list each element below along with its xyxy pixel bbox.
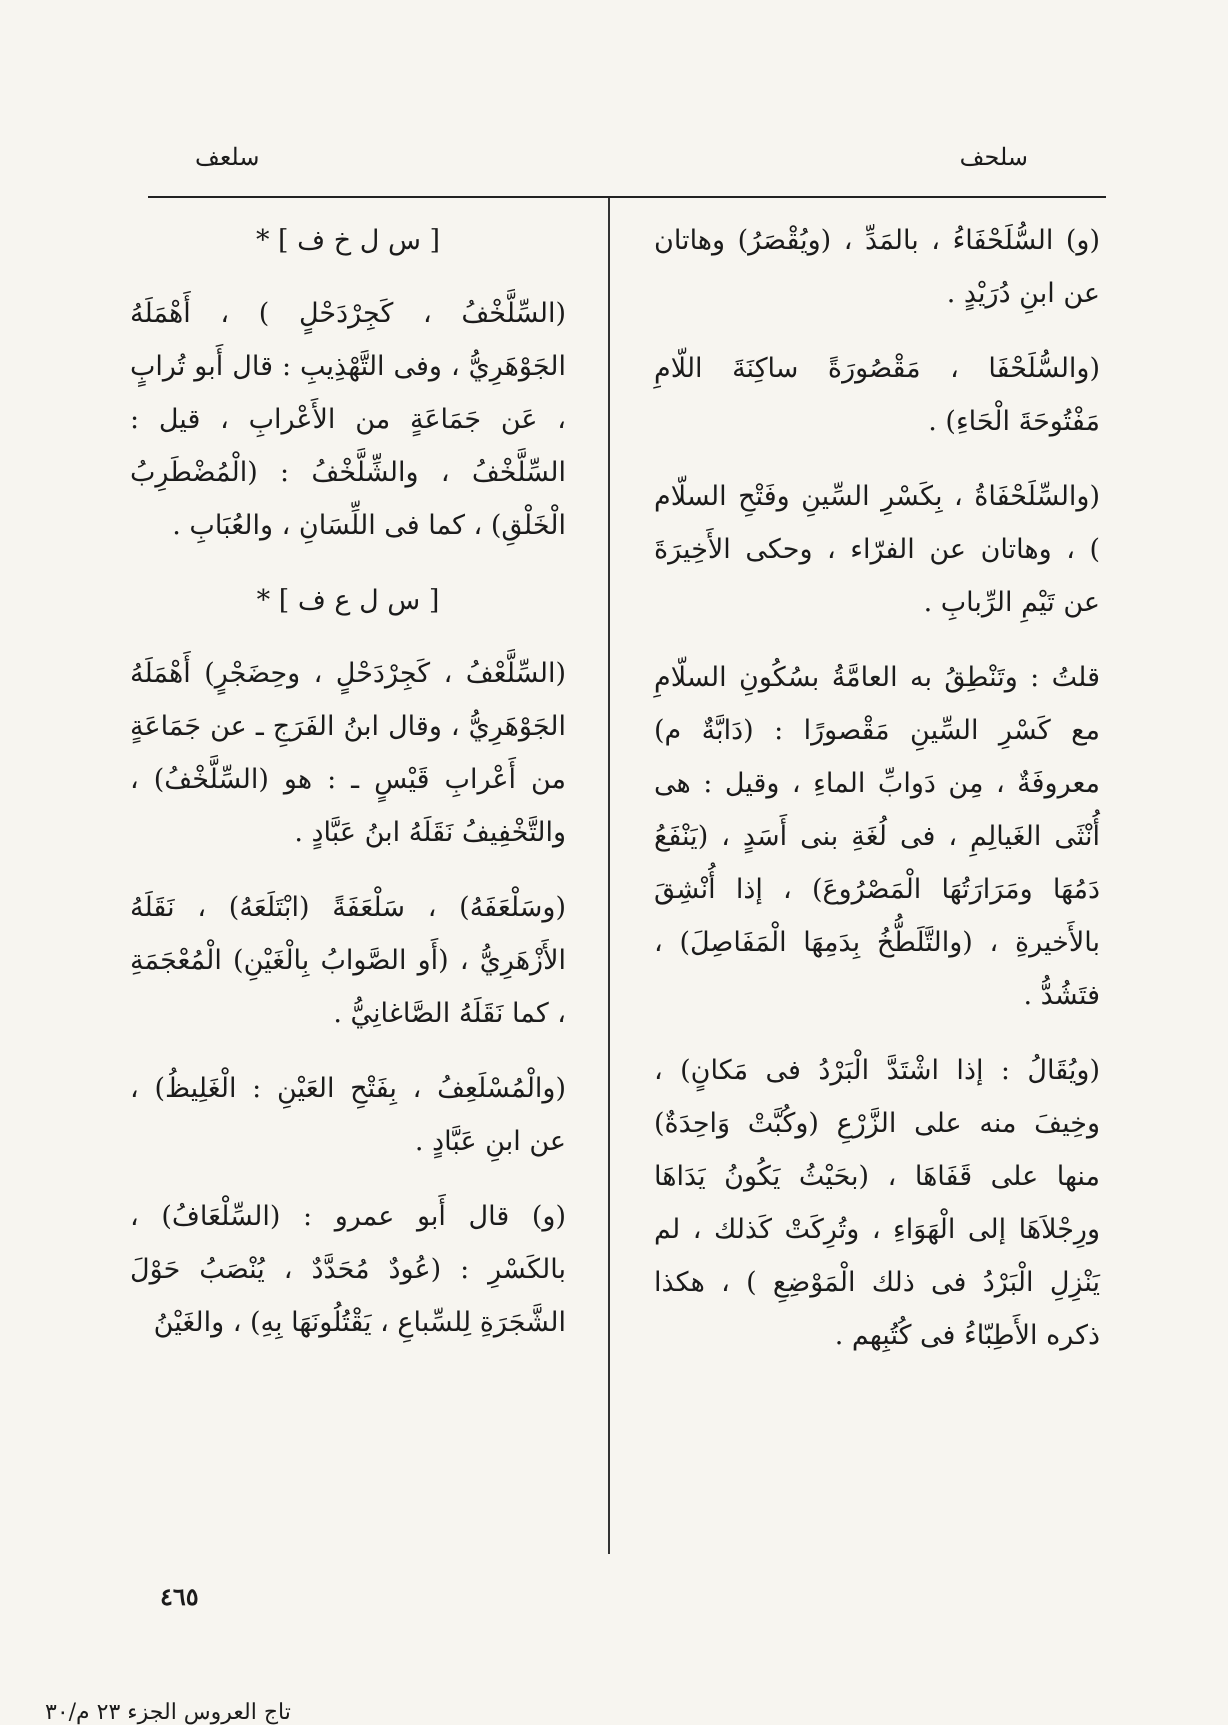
- header-rule: [148, 196, 1106, 198]
- column-divider: [608, 198, 610, 1554]
- entry-heading-slkhf: [ س ل خ ف ] *: [255, 225, 441, 256]
- right-paragraph-3: (والسِّلَحْفَاةُ ، بِكَسْرِ السِّينِ وفَتْحِ السلّام ) ، وهاتان عن الفرّاء ، وحكى الأَخِيرَةَ عن تَيْمِ الرِّبابِ .: [654, 481, 1100, 618]
- footer-signature: تاج العروس الجزء ٢٣ م/٣٠: [45, 1700, 291, 1725]
- running-head-left: سلعف: [195, 143, 260, 171]
- right-paragraph-4: قلتُ : وتَنْطِقُ به العامَّةُ بسُكُونِ السلّامِ مع كَسْرِ السِّينِ مَقْصورًا : (دَابَّةٌ م) معروفَةٌ ، مِن دَوابِّ الماءِ ، وقيل : هى أُنْثَى الغَيالِمِ ، فى لُغَةِ بنى أَسَدٍ ، (يَنْفَعُ دَمُهَا ومَرَارَتُهَا الْمَصْرُوعَ) ، إذا أُنْشِقَ بالأَخيرةِ ، (والتَّلَطُّخُ بِدَمِهَا الْمَفَاصِلَ) ، فتَشُدُّ .: [654, 662, 1100, 1011]
- entry-text-slaf-1: (السِّلَّعْفُ ، كَجِرْدَحْلٍ ، وحِضَجْرٍ) أَهْمَلَهُ الجَوْهَرِيُّ ، وقال ابنُ الفَرَجِ ـ عن جَمَاعَةٍ من أَعْرابِ قَيْسٍ ـ : هو (السِّلَّخْفُ) ، والتَّخْفِيفُ نَقَلَهُ ابنُ عَبَّادٍ .: [130, 658, 566, 848]
- right-paragraph-1: (و) السُّلَحْفَاءُ ، بالمَدِّ ، (ويُقْصَرُ) وهاتان عن ابنِ دُرَيْدٍ .: [654, 225, 1100, 309]
- entry-text-slaf-4: (و) قال أَبو عمرو : (السِّلْعَافُ) ، بالكَسْرِ : (عُودٌ مُحَدَّدٌ ، يُنْصَبُ حَوْلَ الشَّجَرَةِ لِلسِّباعِ ، يَقْتُلُونَهَا بِهِ) ، والغَيْنُ: [130, 1201, 566, 1338]
- right-paragraph-5: (ويُقَالُ : إذا اشْتَدَّ الْبَرْدُ فى مَكانٍ) ، وخِيفَ منه على الزَّرْعِ (وكُبَّتْ وَاحِدَةٌ) منها على قَفَاهَا ، (بحَيْثُ يَكُونُ يَدَاهَا ورِجْلاَهَا إلى الْهَوَاءِ ، وتُرِكَتْ كَذلك ، لم يَنْزِلِ الْبَرْدُ فى ذلك الْمَوْضِعِ ) ، هكذا ذكره الأَطِبّاءُ فى كُتُبِهم .: [654, 1055, 1100, 1351]
- entry-text-slaf-2: (وسَلْعَفَهُ) ، سَلْعَفَةً (ابْتَلَعَهُ) ، نَقَلَهُ الأَزْهَرِيُّ ، (أَو الصَّوابُ بِالْغَيْنِ) الْمُعْجَمَةِ ، كما نَقَلَهُ الصَّاغانِيُّ .: [130, 892, 566, 1029]
- right-paragraph-2: (والسُّلَحْفَا ، مَقْصُورَةً ساكِنَةَ اللّامِ مَفْتُوحَةَ الْحَاءِ) .: [654, 353, 1100, 437]
- right-column: [654, 214, 1100, 1384]
- left-column: [130, 214, 566, 1371]
- entry-heading-slaf: [ س ل ع ف ] *: [256, 585, 440, 616]
- entry-text-slkhf: (السِّلَّخْفُ ، كَجِرْدَحْلٍ ) ، أَهْمَلَهُ الجَوْهَرِيُّ ، وفى التَّهْذِيبِ : قال أَبو تُرابٍ ، عَن جَمَاعَةٍ من الأَعْرابِ ، قيل : السِّلَّخْفُ ، والشِّلَّخْفُ : (الْمُضْطَرِبُ الْخَلْقِ) ، كما فى اللِّسَانِ ، والعُبَابِ .: [130, 298, 566, 541]
- running-head-right: سلحف: [959, 143, 1028, 171]
- entry-text-slaf-3: (والْمُسْلَعِفُ ، بِفَتْحِ العَيْنِ : الْغَلِيظُ) ، عن ابنِ عَبَّادٍ .: [130, 1073, 566, 1157]
- page-number: ٤٦٥: [160, 1582, 199, 1611]
